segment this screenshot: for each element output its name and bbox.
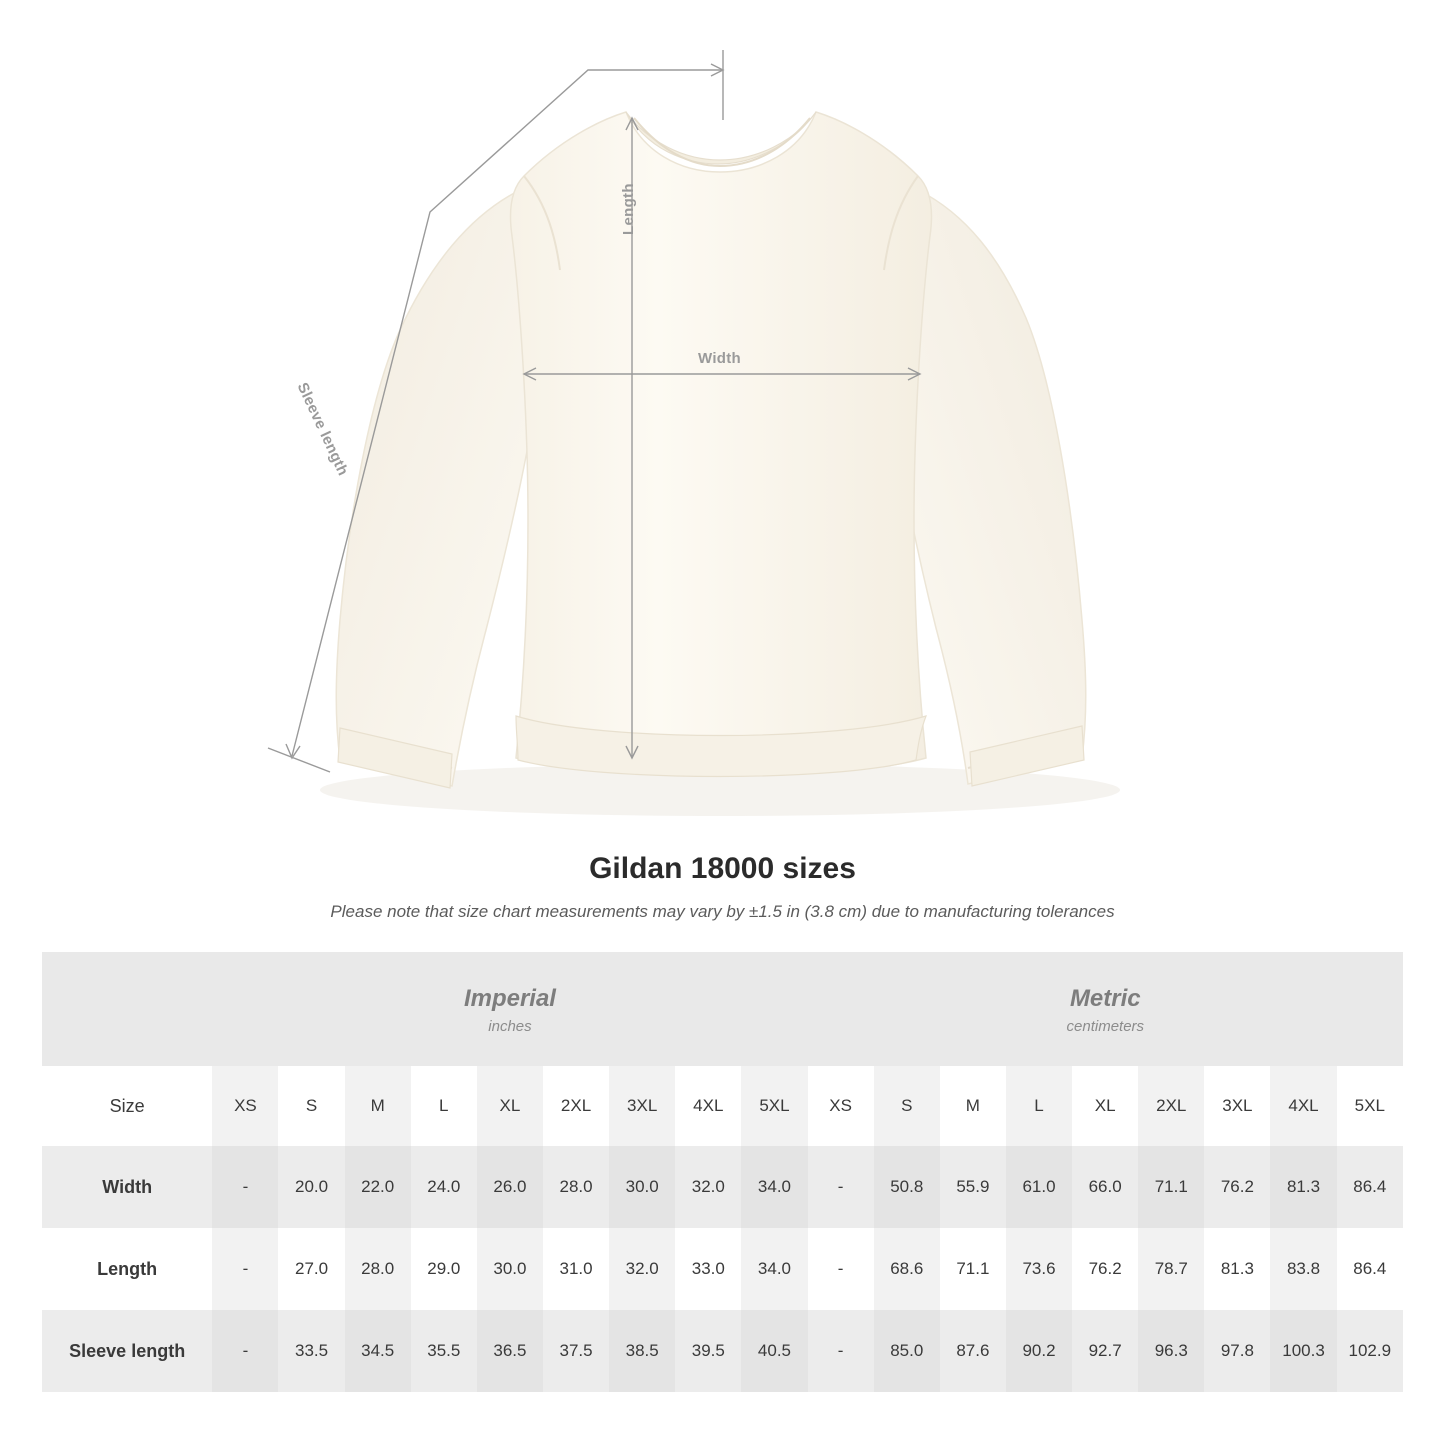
cell-width-3xl-cm: 76.2: [1204, 1146, 1270, 1228]
cell-length-3xl-in: 32.0: [609, 1228, 675, 1310]
row-label-sleeve-length: Sleeve length: [42, 1310, 212, 1392]
cell-width-5xl-in: 34.0: [741, 1146, 807, 1228]
size-column-2xl-imperial: 2XL: [543, 1066, 609, 1146]
cell-width-4xl-in: 32.0: [675, 1146, 741, 1228]
cell-length-4xl-in: 33.0: [675, 1228, 741, 1310]
row-label-length: Length: [42, 1228, 212, 1310]
cell-width-4xl-cm: 81.3: [1270, 1146, 1336, 1228]
size-column-3xl-imperial: 3XL: [609, 1066, 675, 1146]
size-chart-table: [42, 952, 1403, 1392]
row-label-width: Width: [42, 1146, 212, 1228]
size-column-xs-imperial: XS: [212, 1066, 278, 1146]
size-column-m-imperial: M: [345, 1066, 411, 1146]
title-block: [0, 852, 1445, 922]
cell-sleeve-5xl-cm: 102.9: [1337, 1310, 1403, 1392]
size-column-m-metric: M: [940, 1066, 1006, 1146]
size-column-l-imperial: L: [411, 1066, 477, 1146]
unit-group-metric-sub: centimeters: [1066, 1017, 1145, 1035]
size-column-5xl-imperial: 5XL: [741, 1066, 807, 1146]
cell-width-l-cm: 61.0: [1006, 1146, 1072, 1228]
cell-length-2xl-cm: 78.7: [1138, 1228, 1204, 1310]
unit-group-imperial-sub: inches: [488, 1017, 532, 1035]
cell-sleeve-m-in: 34.5: [345, 1310, 411, 1392]
sleeve-length-dimension-label: Sleeve length: [293, 380, 352, 479]
size-column-5xl-metric: 5XL: [1337, 1066, 1403, 1146]
cell-length-l-cm: 73.6: [1006, 1228, 1072, 1310]
cell-sleeve-s-in: 33.5: [278, 1310, 344, 1392]
cell-width-xs-in: -: [212, 1146, 278, 1228]
table-row: [42, 1146, 1403, 1228]
cell-width-3xl-in: 30.0: [609, 1146, 675, 1228]
cell-width-xs-cm: -: [808, 1146, 874, 1228]
size-column-xl-metric: XL: [1072, 1066, 1138, 1146]
cell-width-s-cm: 50.8: [874, 1146, 940, 1228]
cell-width-m-cm: 55.9: [940, 1146, 1006, 1228]
size-column-s-imperial: S: [278, 1066, 344, 1146]
size-column-s-metric: S: [874, 1066, 940, 1146]
cell-width-l-in: 24.0: [411, 1146, 477, 1228]
size-table-wrapper: [42, 952, 1403, 1392]
size-column-l-metric: L: [1006, 1066, 1072, 1146]
cell-sleeve-3xl-in: 38.5: [609, 1310, 675, 1392]
cell-width-2xl-in: 28.0: [543, 1146, 609, 1228]
cell-width-5xl-cm: 86.4: [1337, 1146, 1403, 1228]
size-column-3xl-metric: 3XL: [1204, 1066, 1270, 1146]
cell-length-4xl-cm: 83.8: [1270, 1228, 1336, 1310]
size-column-4xl-metric: 4XL: [1270, 1066, 1336, 1146]
garment-body: [511, 112, 932, 776]
cell-length-l-in: 29.0: [411, 1228, 477, 1310]
tolerance-note: Please note that size chart measurements may vary by ±1.5 in (3.8 cm) due to manufacturing tolerances: [330, 902, 1115, 921]
cell-sleeve-4xl-cm: 100.3: [1270, 1310, 1336, 1392]
cell-length-m-cm: 71.1: [940, 1228, 1006, 1310]
width-dimension-label: Width: [698, 350, 742, 367]
cell-sleeve-l-cm: 90.2: [1006, 1310, 1072, 1392]
size-column-xl-imperial: XL: [477, 1066, 543, 1146]
length-dimension-label: Length: [620, 183, 637, 235]
left-sleeve: [336, 190, 536, 786]
cell-sleeve-l-in: 35.5: [411, 1310, 477, 1392]
cell-length-2xl-in: 31.0: [543, 1228, 609, 1310]
unit-header-row: [42, 952, 1403, 1066]
cell-sleeve-xl-cm: 92.7: [1072, 1310, 1138, 1392]
cell-length-5xl-in: 34.0: [741, 1228, 807, 1310]
unit-header-spacer: [42, 952, 212, 1066]
cell-width-xl-in: 26.0: [477, 1146, 543, 1228]
cell-sleeve-5xl-in: 40.5: [741, 1310, 807, 1392]
page-title: Gildan 18000 sizes: [589, 852, 856, 885]
cell-sleeve-2xl-cm: 96.3: [1138, 1310, 1204, 1392]
cell-length-xl-in: 30.0: [477, 1228, 543, 1310]
cell-width-xl-cm: 66.0: [1072, 1146, 1138, 1228]
size-header-label: Size: [42, 1066, 212, 1146]
cell-width-2xl-cm: 71.1: [1138, 1146, 1204, 1228]
table-row: [42, 1228, 1403, 1310]
cell-length-3xl-cm: 81.3: [1204, 1228, 1270, 1310]
cell-length-m-in: 28.0: [345, 1228, 411, 1310]
cell-width-s-in: 20.0: [278, 1146, 344, 1228]
cell-length-xs-cm: -: [808, 1228, 874, 1310]
cell-sleeve-2xl-in: 37.5: [543, 1310, 609, 1392]
size-column-4xl-imperial: 4XL: [675, 1066, 741, 1146]
cell-length-s-cm: 68.6: [874, 1228, 940, 1310]
size-column-xs-metric: XS: [808, 1066, 874, 1146]
cell-sleeve-3xl-cm: 97.8: [1204, 1310, 1270, 1392]
cell-sleeve-4xl-in: 39.5: [675, 1310, 741, 1392]
cell-sleeve-xl-in: 36.5: [477, 1310, 543, 1392]
unit-group-imperial: [212, 952, 807, 1066]
cell-width-m-in: 22.0: [345, 1146, 411, 1228]
size-header-row: [42, 1066, 1403, 1146]
cell-sleeve-m-cm: 87.6: [940, 1310, 1006, 1392]
unit-group-metric: [808, 952, 1403, 1066]
cell-sleeve-s-cm: 85.0: [874, 1310, 940, 1392]
cell-length-xs-in: -: [212, 1228, 278, 1310]
cell-length-s-in: 27.0: [278, 1228, 344, 1310]
table-row: [42, 1310, 1403, 1392]
unit-group-imperial-name: Imperial: [463, 984, 556, 1012]
unit-group-metric-name: Metric: [1069, 984, 1141, 1012]
cell-length-5xl-cm: 86.4: [1337, 1228, 1403, 1310]
size-column-2xl-metric: 2XL: [1138, 1066, 1204, 1146]
cell-sleeve-xs-cm: -: [808, 1310, 874, 1392]
cell-sleeve-xs-in: -: [212, 1310, 278, 1392]
cell-length-xl-cm: 76.2: [1072, 1228, 1138, 1310]
